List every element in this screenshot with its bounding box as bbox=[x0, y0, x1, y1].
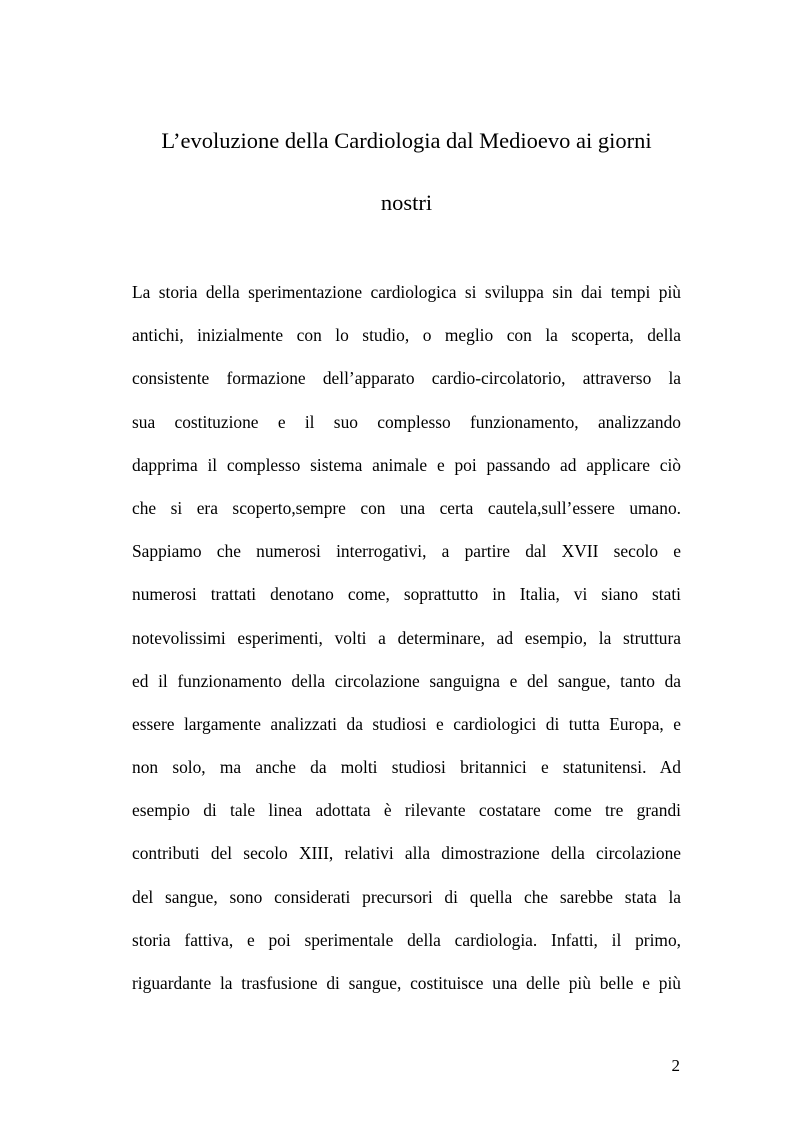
body-line: notevolissimi esperimenti, volti a determinare, ad esempio, la struttura bbox=[132, 627, 681, 648]
body-line: del sangue, sono considerati precursori di quella che sarebbe stata la bbox=[132, 886, 681, 907]
body-line: contributi del secolo XIII, relativi alla dimostrazione della circolazione bbox=[132, 843, 681, 864]
body-line: esempio di tale linea adottata è rilevante costatare come tre grandi bbox=[132, 800, 681, 821]
body-line: essere largamente analizzati da studiosi e cardiologici di tutta Europa, e bbox=[132, 713, 681, 734]
body-line: dapprima il complesso sistema animale e poi passando ad applicare ciò bbox=[132, 454, 681, 475]
body-line: La storia della sperimentazione cardiologica si sviluppa sin dai tempi più bbox=[132, 282, 681, 302]
body-line: ed il funzionamento della circolazione sanguigna e del sangue, tanto da bbox=[132, 670, 681, 691]
body-line: storia fattiva, e poi sperimentale della cardiologia. Infatti, il primo, bbox=[132, 929, 681, 950]
body-line: consistente formazione dell’apparato cardio-circolatorio, attraverso la bbox=[132, 368, 681, 389]
body-line: riguardante la trasfusione di sangue, costituisce una delle più belle e più bbox=[132, 973, 681, 993]
body-line: non solo, ma anche da molti studiosi britannici e statunitensi. Ad bbox=[132, 757, 681, 778]
title-line-2: nostri bbox=[380, 190, 433, 215]
page-title bbox=[110, 110, 703, 234]
page-number: 2 bbox=[671, 1056, 680, 1075]
body-line: sua costituzione e il suo complesso funzionamento, analizzando bbox=[132, 411, 681, 432]
body-line: che si era scoperto,sempre con una certa cautela,sull’essere umano. bbox=[132, 497, 681, 518]
body-paragraph bbox=[132, 271, 681, 1005]
body-line: Sappiamo che numerosi interrogativi, a partire dal XVII secolo e bbox=[132, 541, 681, 562]
body-line: antichi, inizialmente con lo studio, o meglio con la scoperta, della bbox=[132, 325, 681, 346]
title-line-1: L’evoluzione della Cardiologia dal Medioevo ai giorni bbox=[161, 128, 652, 153]
body-line: numerosi trattati denotano come, soprattutto in Italia, vi siano stati bbox=[132, 584, 681, 605]
